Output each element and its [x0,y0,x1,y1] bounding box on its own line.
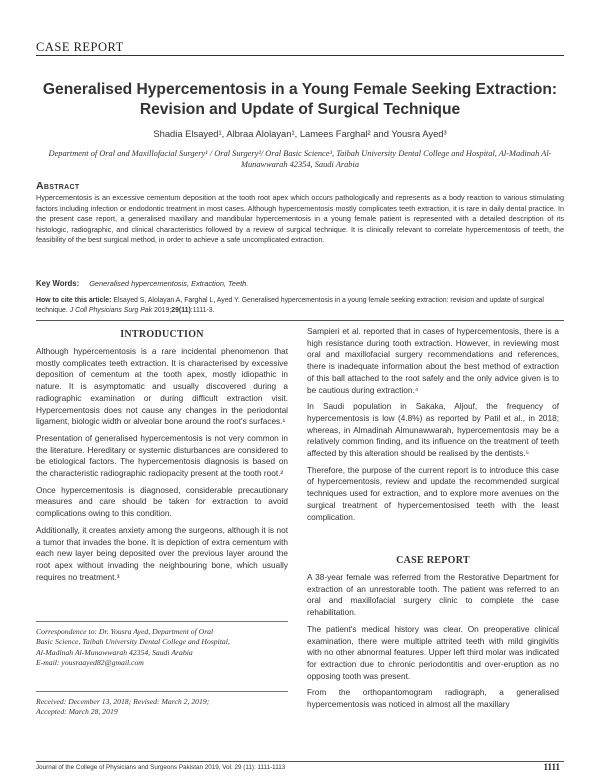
footer-journal: Journal of the College of Physicians and Surgeons Pakistan 2019, Vol. 29 (11): 1111-1113 [36,764,286,771]
page-number: 1111 [543,762,560,772]
keywords-text: Generalised hypercementosis, Extraction, Teeth. [89,279,249,288]
keywords [36,279,564,288]
citation-pages: :1111-3. [190,306,215,314]
intro-paragraph: Presentation of generalised hypercementosis is not very common in the literature. Hereditary or systemic disturbances are considered to be etiological factors. The hypercementosis diagnosis is based on the characteristic radiographic radiopacity present at the tooth root.² [36,433,288,479]
citation-text: Elsayed S, Alolayan A, Farghal L, Ayed Y. Generalised hypercementosis in a young female seeking extraction: revision and update of surgical technique. [36,297,544,314]
intro-paragraph: Once hypercementosis is diagnosed, considerable precautionary measures and care should be taken for extraction to avoid complications owing to this condition. [36,485,288,519]
correspondence-line: Correspondence to: Dr. Yousra Ayed, Department of Oral [36,627,214,636]
intro-paragraph: Additionally, it creates anxiety among the surgeons, although it is not a tumor that invades the bone. It is depiction of extra cementum with each new layer being deposited over the previous layer around the root apex without invading the neighbouring bone, which usually requires no treatment.³ [36,525,288,582]
citation-year: 2019; [154,306,172,314]
citation-volume: 29(11) [171,306,191,314]
correspondence [36,627,288,668]
dates-line: Received: December 13, 2018; Revised: March 2, 2019; [36,697,210,706]
correspondence-rule [36,621,288,622]
case-paragraph: From the orthopantomogram radiograph, a generalised hypercementosis was noticed in almost all the maxillary [307,688,559,710]
body-paragraph: Therefore, the purpose of the current report is to introduce this case of hypercementosis, review and update the recommended surgical techniques used for extraction, and to explore more avenues on the surgical treatment of hypercementosised teeth with the least complication. [307,465,559,522]
intro-paragraph: Although hypercementosis is a rare incidental phenomenon that mostly complicates teeth extraction. It is characterised by excessive deposition of cementum at the tooth apex, mostly idiopathic in nature. It is asymptomatic and usually discovered during a radiographic examination or during difficult extraction visit. Hypercementosis does not cause any changes in the periodontal ligament, biologic width or alveolar bone around the root's surfaces.¹ [36,347,288,427]
authors: Shadia Elsayed¹, Albraa Alolayan¹, Lamees Farghal² and Yousra Ayed³ [153,128,447,139]
top-rule [36,55,564,56]
left-column [36,346,288,588]
keywords-label: Key Words: [36,279,80,288]
case-report-heading: CASE REPORT [396,555,470,566]
body-paragraph: In Saudi population in Sakaka, Aljouf, the frequency of hypercementosis is low (4.8%) as reported by Patil et al., in 2018; whereas, in Almadinah Almunawwarah, hypercementosis may be a relatively common finding, and its influence on the treatment of teeth affected by this alteration should be realised by the dentists.⁵ [307,402,559,459]
case-paragraph: The patient's medical history was clear. On preoperative clinical examination, there were multiple attrited teeth with mild gingivitis with no other abnormal features. Upper left third molar was indicated for extraction due to chronic periodontitis and over-eruption as no opposing tooth was present. [307,624,559,681]
case-paragraph: A 38-year female was referred from the Restorative Department for extraction of an unrestorable tooth. The patient was referred to an oral and maxillofacial surgery clinic to complete the case rehabilitation. [307,573,559,618]
section-tag: CASE REPORT [36,40,124,54]
dates-rule [36,691,288,692]
abstract-text: Hypercementosis is an excessive cementum deposition at the tooth root apex which occurs pathologically and represents as a body reaction to various stimulating factors including infection or endodontic treatment in most cases. Although hypercementosis mostly complicates teeth extraction, it is rare in daily dental practice. In the present case report, a generalised maxillary and mandibular hypercementosis in a young female patient is represented with a detailed description of its histologic, radiographic, and clinical characteristics followed by a review of surgical technique. It is clinically relevant to correlate hypercementosis of teeth, the feasibility of the best surgical method, in order to achieve a safe uncomplicated extraction. [36,193,564,244]
case-report-column [307,572,559,716]
right-column [307,326,559,528]
correspondence-line: Al-Madinah Al-Munawwarah 42354, Saudi Arabia [36,647,193,657]
abstract-heading: Abstract [36,180,80,192]
footer-rule [36,761,564,762]
citation-journal: J Coll Physicians Surg Pak [69,306,153,314]
introduction-heading: INTRODUCTION [120,329,204,340]
body-paragraph: Sampieri et al. reported that in cases of hypercementosis, there is a high resistance during tooth extraction. However, in reviewing most oral and maxillofacial surgery recommendations and references, there is inadequate information about the best method of extraction of this ball attached to the root safely and the only advice given is to be cautious during extraction.⁴ [307,327,559,395]
citation [36,296,564,315]
dates [36,697,288,718]
dates-line: Accepted: March 28, 2019 [36,707,118,717]
divider [36,320,564,321]
paper-title: Generalised Hypercementosis in a Young Female Seeking Extraction: Revision and Update of Surgical Technique [42,81,558,118]
affiliation: Department of Oral and Maxillofacial Surgery¹ / Oral Surgery²/ Oral Basic Science³, Taibah University Dental College and Hospital, Al-Madinah Al-Munawwarah 42354, Saudi Arabia [48,149,552,169]
correspondence-email: E-mail: yousraayed82@gmail.com [36,657,144,667]
correspondence-line: Basic Science, Taibah University Dental College and Hospital, [36,637,230,647]
citation-label: How to cite this article: [36,297,112,304]
